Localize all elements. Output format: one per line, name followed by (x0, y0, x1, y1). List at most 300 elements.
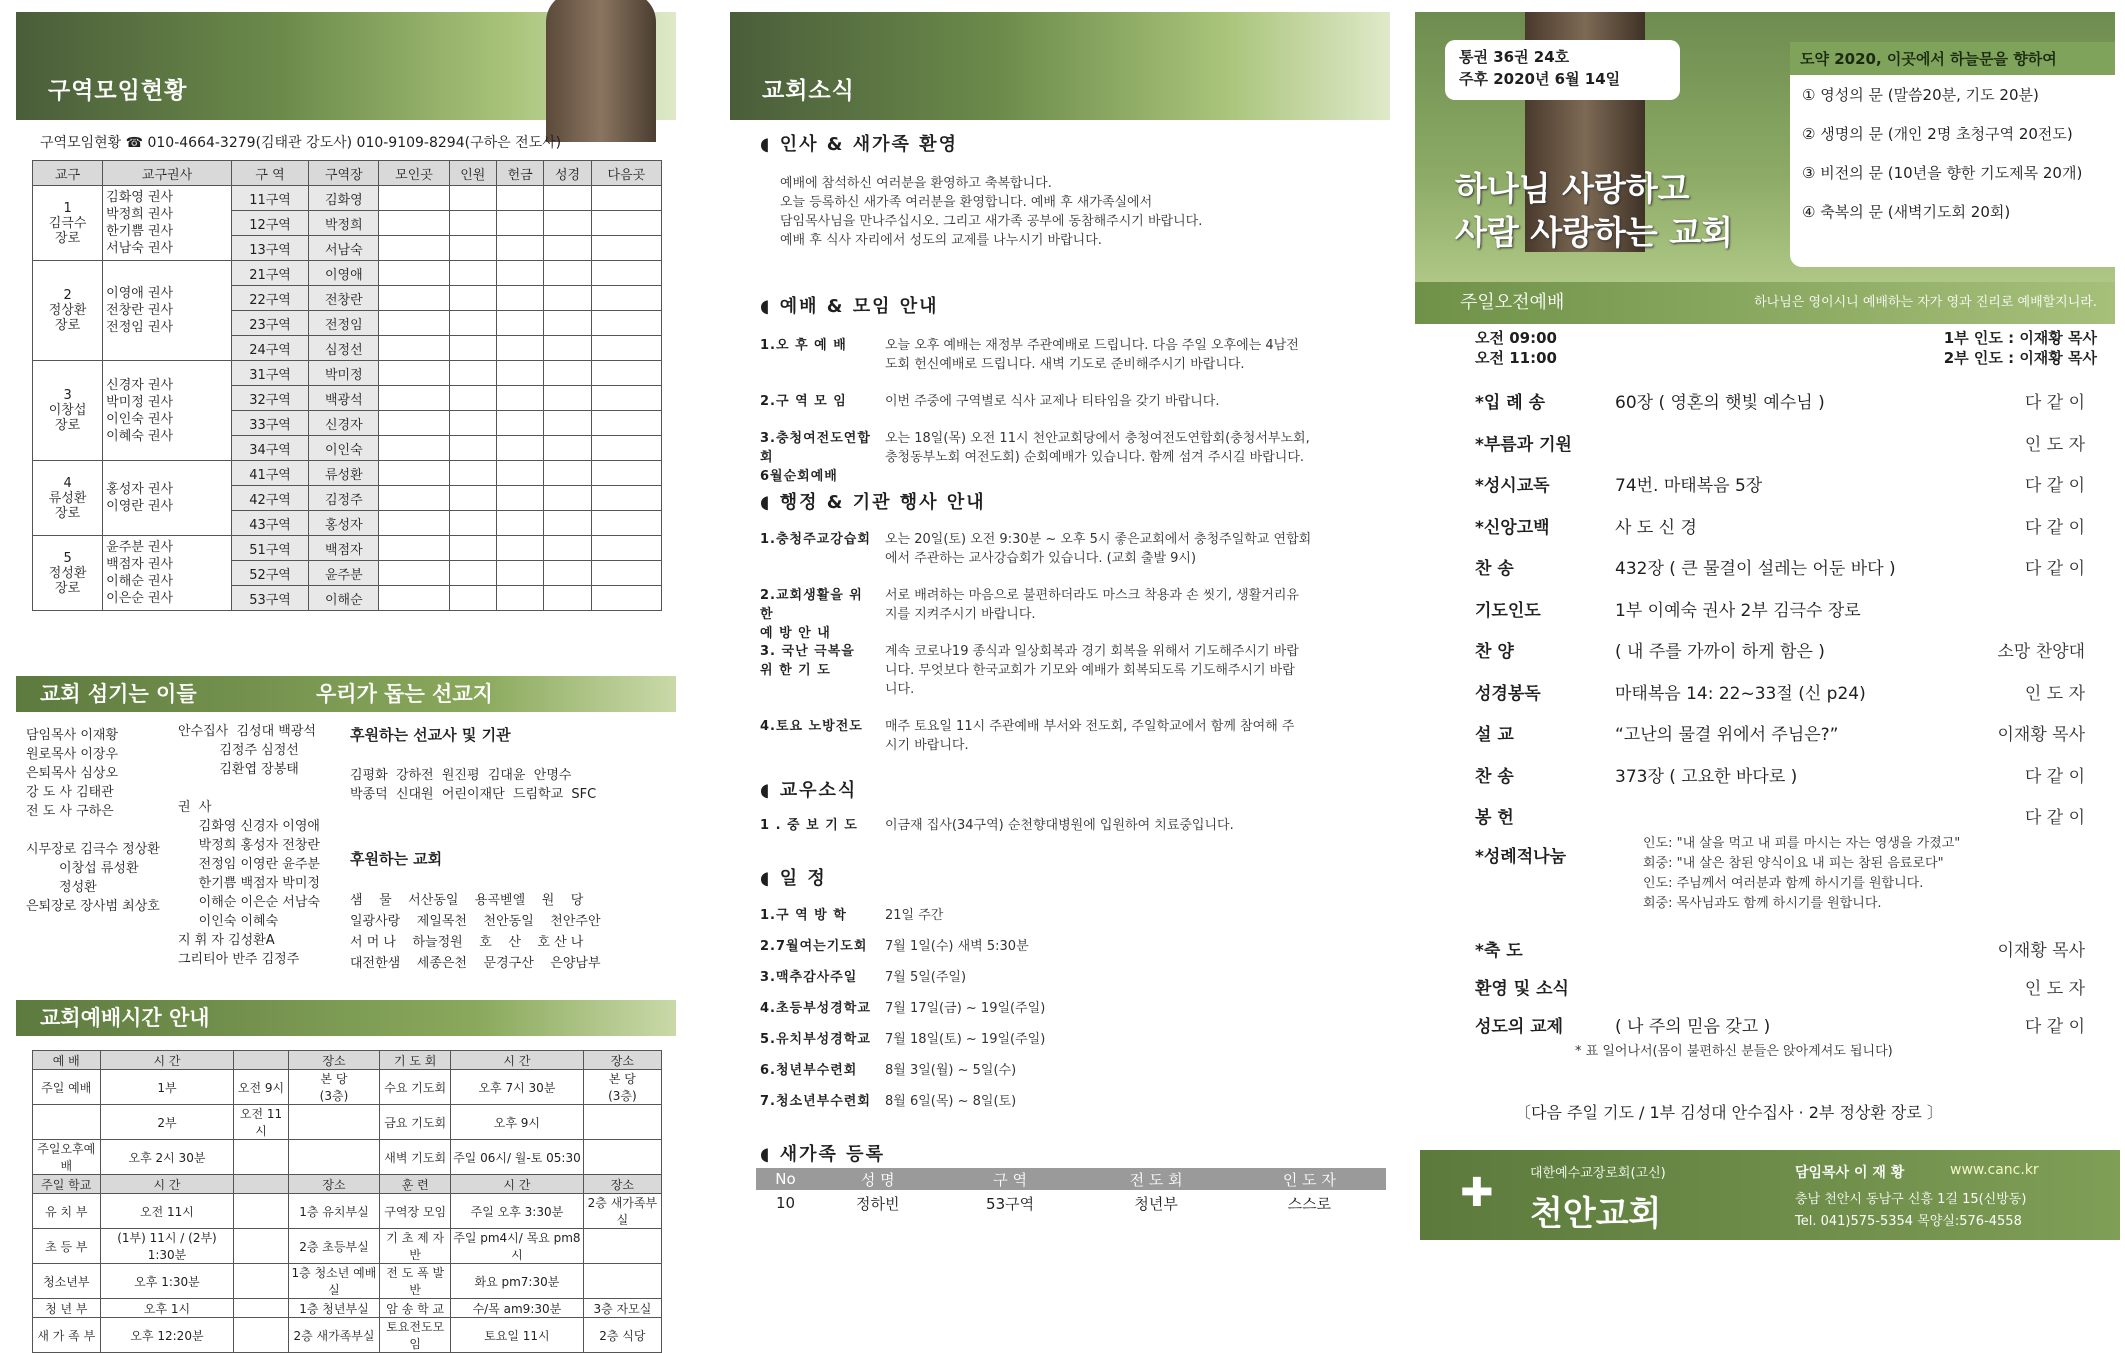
schedule-cell: 오후 1:30분 (100, 1264, 234, 1299)
schedule-cell: 초 등 부 (33, 1229, 101, 1264)
schedule-cell: 2부 (100, 1105, 234, 1140)
news-item-text: 21일 주간 (885, 908, 944, 923)
worship-order-item (1475, 679, 2085, 707)
newcomer-cell: 청년부 (1134, 1194, 1178, 1213)
district-leader: 김화영 (309, 186, 379, 211)
news-item-text: 7월 17일(금) ~ 19일(주일) (885, 1001, 1046, 1016)
blank-cell (379, 361, 449, 386)
parish-leader: 2 정상환 장로 (33, 261, 103, 361)
news-item-text: 오늘 오후 예배는 재정부 주관예배로 드립니다. 다음 주일 오후에는 4남전 도회 헌신예배로 드립니다. 새벽 기도로 준비해주시기 바랍니다. (885, 338, 1299, 372)
news-item-text: 7월 1일(수) 새벽 5:30분 (885, 939, 1029, 954)
service-times (1475, 328, 1557, 368)
blank-cell (496, 236, 543, 261)
news-item-text: 오는 20일(토) 오전 9:30분 ~ 오후 5시 좋은교회에서 충청주일학교 연합회 에서 주관하는 교사강습회가 있습니다. (교회 출발 9시) (885, 532, 1312, 566)
schedule-cell: 오후 12:20분 (100, 1318, 234, 1353)
cross-icon: ✚ (1460, 1170, 1494, 1216)
issue-date: 주후 2020년 6월 14일 (1459, 70, 1621, 88)
slogan-line-2: 사람 사랑하는 교회 (1455, 213, 1734, 252)
website-link[interactable]: www.canc.kr (1950, 1162, 2039, 1178)
cover-photo (1415, 12, 2115, 312)
order-label: 성경봉독 (1475, 683, 1541, 704)
schedule-cell: 장소 (288, 1051, 380, 1070)
schedule-cell (234, 1229, 288, 1264)
blank-cell (591, 461, 661, 486)
worship-order-item (1475, 471, 2085, 499)
district-leader: 홍성자 (309, 511, 379, 536)
district-table (32, 160, 662, 611)
blank-cell (449, 211, 496, 236)
order-label: *부름과 기원 (1475, 434, 1572, 455)
schedule-cell (234, 1264, 288, 1299)
order-label: *성시교독 (1475, 476, 1550, 496)
table-row (756, 1190, 1386, 1216)
blank-cell (449, 511, 496, 536)
news-item-label: 1.구 역 방 학 (760, 908, 847, 923)
newcomer-table (756, 1168, 1386, 1216)
parish-leader: 5 정성환 장로 (33, 536, 103, 611)
newcomer-cell: 스스로 (1287, 1194, 1332, 1213)
news-section-members: ◖ 교우소식 (760, 776, 857, 802)
blank-cell (449, 336, 496, 361)
news-item-label: 4.토요 노방전도 (760, 719, 863, 734)
blank-cell (496, 436, 543, 461)
order-label: 찬 송 (1475, 766, 1514, 787)
blank-cell (496, 586, 543, 611)
schedule-cell (288, 1105, 380, 1140)
blank-cell (449, 236, 496, 261)
blank-cell (379, 561, 449, 586)
schedule-cell: 주일 예배 (33, 1070, 101, 1105)
goal-item: ② 생명의 문 (개인 2명 초청구역 20전도) (1802, 125, 2073, 143)
schedule-cell: 새 가 족 부 (33, 1318, 101, 1353)
schedule-cell: 2층 초등부실 (288, 1229, 380, 1264)
district-contact: 구역모임현황 ☎ 010-4664-3279(김태관 강도사) 010-9109-8294(구하은 전도사) (40, 135, 562, 151)
news-item-label: 1 . 중 보 기 도 (760, 818, 858, 833)
schedule-cell (234, 1175, 288, 1194)
order-content: ( 내 주를 가까이 하게 함은 ) (1615, 642, 1825, 662)
order-leader: 다 같 이 (2024, 808, 2085, 828)
schedule-cell: 유 치 부 (33, 1194, 101, 1229)
newcomer-header-cell: No (756, 1168, 815, 1190)
order-content: 사 도 신 경 (1615, 517, 1697, 538)
district-panel (0, 0, 690, 1351)
schedule-cell: 구역장 모임 (380, 1194, 451, 1229)
worship-order-item (1475, 513, 2085, 541)
schedule-cell (583, 1229, 661, 1264)
blank-cell (496, 311, 543, 336)
order-content: 74번. 마태복음 5장 (1615, 476, 1763, 496)
blank-cell (591, 361, 661, 386)
district-leader: 이해순 (309, 586, 379, 611)
blank-cell (379, 411, 449, 436)
news-item-label: 3. 국난 극복을 위 한 기 도 (760, 644, 855, 678)
order-leader: 다 같 이 (2024, 1017, 2085, 1037)
district-name: 21구역 (231, 261, 308, 286)
blank-cell (379, 211, 449, 236)
schedule-cell (288, 1140, 380, 1175)
service-leader-2: 2부 인도 : 이재황 목사 (1943, 349, 2097, 367)
schedule-cell: 훈 련 (380, 1175, 451, 1194)
parish-leader: 4 류성환 장로 (33, 461, 103, 536)
newcomer-cell: 53구역 (986, 1194, 1035, 1213)
news-item-label: 1.충청주교강습회 (760, 532, 871, 547)
schedule-cell: 2층 새가족부실 (583, 1194, 661, 1229)
district-name: 22구역 (231, 286, 308, 311)
blank-cell (496, 211, 543, 236)
blank-cell (591, 186, 661, 211)
news-item-label: 5.유치부성경학교 (760, 1032, 871, 1047)
schedule-cell: 암 송 학 교 (380, 1299, 451, 1318)
schedule-cell: 1층 청소년 예배실 (288, 1264, 380, 1299)
schedule-cell: 장소 (583, 1051, 661, 1070)
schedule-cell: 토요일 11시 (451, 1318, 584, 1353)
news-section-admin: ◖ 행정 & 기관 행사 안내 (760, 488, 986, 514)
blank-cell (379, 286, 449, 311)
schedule-cell: 장소 (583, 1175, 661, 1194)
news-item-text: 오는 18일(목) 오전 11시 천안교회당에서 충청여전도연합회(충청서부노회, 충청동부노회 여전도회) 순회예배가 있습니다. 함께 섬겨 주시길 바랍니다. (885, 431, 1310, 465)
blank-cell (544, 486, 591, 511)
worship-order-item (1475, 1012, 2085, 1040)
blank-cell (379, 186, 449, 211)
schedule-cell: 오전 11시 (234, 1105, 288, 1140)
blank-cell (591, 386, 661, 411)
worship-title: 주일오전예배 (1460, 292, 1565, 313)
blank-cell (544, 586, 591, 611)
schedule-cell (234, 1051, 288, 1070)
district-leader: 심정선 (309, 336, 379, 361)
blank-cell (496, 511, 543, 536)
blank-cell (544, 461, 591, 486)
schedule-cell (234, 1299, 288, 1318)
order-leader: 인 도 자 (2024, 979, 2085, 999)
volume: 통권 36권 24호 (1459, 48, 1570, 66)
schedule-cell: 시 간 (100, 1051, 234, 1070)
order-label: 설 교 (1475, 725, 1514, 745)
blank-cell (449, 186, 496, 211)
table-row (33, 1299, 662, 1318)
order-leader: 이재황 목사 (1997, 941, 2085, 961)
order-label: 기도인도 (1475, 600, 1541, 621)
blank-cell (379, 386, 449, 411)
district-name: 51구역 (231, 536, 308, 561)
blank-cell (591, 436, 661, 461)
schedule-cell: 토요전도모임 (380, 1318, 451, 1353)
schedule-cell: 오전 9시 (234, 1070, 288, 1105)
blank-cell (591, 311, 661, 336)
newcomer-header-cell: 구 역 (941, 1168, 1080, 1190)
district-leader: 이인숙 (309, 436, 379, 461)
news-item-text: 서로 배려하는 마음으로 불편하더라도 마스크 착용과 손 씻기, 생활거리유 지를 지켜주시기 바랍니다. (885, 588, 1299, 622)
newcomer-header-cell: 성 명 (815, 1168, 941, 1190)
service-time-2: 오전 11:00 (1475, 349, 1557, 367)
news-item-text: 7월 5일(주일) (885, 970, 967, 985)
blank-cell (544, 536, 591, 561)
schedule-cell: 예 배 (33, 1051, 101, 1070)
order-content: 60장 ( 영혼의 햇빛 예수님 ) (1615, 393, 1825, 413)
order-content: 373장 ( 고요한 바다로 ) (1615, 766, 1798, 787)
slogan-line-1: 하나님 사랑하고 (1455, 169, 1690, 208)
order-leader: 인 도 자 (2024, 434, 2085, 455)
schedule-cell: 전 도 폭 발 반 (380, 1264, 451, 1299)
table-row (33, 186, 662, 211)
blank-cell (591, 261, 661, 286)
parish-members: 윤주분 권사 백점자 권사 이해순 권사 이은순 권사 (103, 536, 232, 611)
schedule-cell: 2층 새가족부실 (288, 1318, 380, 1353)
blank-cell (379, 436, 449, 461)
schedule-bar (16, 1000, 676, 1036)
schedule-cell: 수/목 am9:30분 (451, 1299, 584, 1318)
schedule-cell: 주일오후예배 (33, 1140, 101, 1175)
blank-cell (591, 236, 661, 261)
goal-box (1790, 42, 2115, 267)
blank-cell (449, 436, 496, 461)
schedule-cell: 3층 자모실 (583, 1299, 661, 1318)
blank-cell (591, 586, 661, 611)
standing-note: * 표 일어나서(몸이 불편하신 분들은 앉아계셔도 됩니다) (1575, 1044, 1893, 1059)
staff-mid: 안수집사 김성대 백광석 김정주 심정선 김환엽 장봉태 권 사 김화영 신경자 이영애 박정희 홍성자 전창란 전정임 이영란 윤주분 한기쁨 백점자 박미정 이해순 이은순 서남숙 이인숙 이혜숙 지 휘 자 김성환A 그리티아 반주 김정주 (178, 724, 320, 967)
order-label: 봉 헌 (1475, 808, 1514, 828)
order-label: *입 례 송 (1475, 393, 1545, 413)
schedule-cell (33, 1105, 101, 1140)
district-header-cell: 교구권사 (103, 161, 232, 186)
district-header-cell: 다음곳 (591, 161, 661, 186)
district-banner (16, 12, 676, 120)
schedule-cell: 1층 청년부실 (288, 1299, 380, 1318)
worship-order-item (1475, 430, 2085, 458)
goal-title: 도약 2020, 이곳에서 하늘문을 향하여 (1790, 42, 2115, 75)
district-name: 34구역 (231, 436, 308, 461)
table-row (33, 461, 662, 486)
news-item-text: 8월 6일(목) ~ 8일(토) (885, 1094, 1017, 1109)
schedule-cell (234, 1318, 288, 1353)
blank-cell (449, 536, 496, 561)
blank-cell (544, 436, 591, 461)
telephone: Tel. 041)575-5354 목양실:576-4558 (1795, 1214, 2022, 1229)
parish-members: 이영애 권사 전창란 권사 전정임 권사 (103, 261, 232, 361)
schedule-cell: 오후 2시 30분 (100, 1140, 234, 1175)
schedule-cell: 1부 (100, 1070, 234, 1105)
district-name: 42구역 (231, 486, 308, 511)
district-name: 53구역 (231, 586, 308, 611)
table-row (33, 361, 662, 386)
schedule-cell: 오전 11시 (100, 1194, 234, 1229)
blank-cell (544, 286, 591, 311)
blank-cell (379, 461, 449, 486)
schedule-cell: 오후 9시 (451, 1105, 584, 1140)
blank-cell (544, 261, 591, 286)
district-header-cell: 모인곳 (379, 161, 449, 186)
blank-cell (496, 336, 543, 361)
parish-members: 홍성자 권사 이영란 권사 (103, 461, 232, 536)
blank-cell (379, 236, 449, 261)
order-leader: 다 같 이 (2024, 393, 2085, 413)
schedule-title: 교회예배시간 안내 (40, 1006, 210, 1030)
goal-item: ③ 비전의 문 (10년을 향한 기도제목 20개) (1802, 164, 2083, 182)
schedule-cell: (1부) 11시 / (2부) 1:30분 (100, 1229, 234, 1264)
volume-box (1445, 40, 1680, 100)
blank-cell (496, 411, 543, 436)
district-leader: 류성환 (309, 461, 379, 486)
blank-cell (449, 486, 496, 511)
district-header-cell: 구역장 (309, 161, 379, 186)
district-title: 구역모임현황 (48, 78, 188, 104)
worship-order-item (1475, 637, 2085, 665)
schedule-cell: 주일 06시/ 월-토 05:30 (451, 1140, 584, 1175)
parish-leader: 1 김극수 장로 (33, 186, 103, 261)
goal-item: ① 영성의 문 (말씀20분, 기도 20분) (1802, 86, 2039, 104)
schedule-cell (234, 1140, 288, 1175)
slogan (1455, 167, 1733, 255)
church-name: 천안교회 (1530, 1194, 1662, 1234)
schedule-cell: 2층 식당 (583, 1318, 661, 1353)
address: 충남 천안시 동남구 신흥 1길 15(신방동) (1795, 1192, 2027, 1207)
worship-verse: 하나님은 영이시니 예배하는 자가 영과 진리로 예배할지니라. (1754, 295, 2097, 310)
district-header-cell: 헌금 (496, 161, 543, 186)
schedule-cell: 주일 학교 (33, 1175, 101, 1194)
mission-title: 우리가 돕는 선교지 (316, 682, 493, 706)
worship-strip (1415, 282, 2115, 324)
news-item-label: 3.충청여전도연합회 6월순회예배 (760, 431, 871, 484)
news-item-label: 2.교회생활을 위한 예 방 안 내 (760, 588, 863, 641)
news-item-label: 2.7월여는기도회 (760, 939, 868, 954)
table-row (33, 1175, 662, 1194)
servants-bar (16, 676, 676, 712)
schedule-cell: 기 초 제 자 반 (380, 1229, 451, 1264)
blank-cell (379, 311, 449, 336)
blank-cell (379, 486, 449, 511)
news-item-text: 이금재 집사(34구역) 순천향대병원에 입원하여 치료중입니다. (885, 818, 1234, 833)
news-item-text: 7월 18일(토) ~ 19일(주일) (885, 1032, 1046, 1047)
district-header-cell: 성경 (544, 161, 591, 186)
news-section-welcome: ◖ 인사 & 새가족 환영 (760, 130, 958, 156)
order-leader: 다 같 이 (2024, 476, 2085, 496)
blank-cell (544, 236, 591, 261)
district-name: 12구역 (231, 211, 308, 236)
news-banner (730, 12, 1390, 120)
news-item-label: 2.구 역 모 임 (760, 394, 847, 409)
table-row (33, 1051, 662, 1070)
blank-cell (496, 361, 543, 386)
news-item-label: 6.청년부수련회 (760, 1063, 858, 1078)
schedule-cell (583, 1140, 661, 1175)
district-name: 33구역 (231, 411, 308, 436)
schedule-cell: 새벽 기도회 (380, 1140, 451, 1175)
table-row (33, 1229, 662, 1264)
supported-churches: 샘 물 서산동일 용곡벧엘 원 당 일광사랑 제일목천 천안동일 천안주안 서 머 나 하늘정원 호 산 호 산 나 대전한샘 세종은천 문경구산 은양남부 (350, 893, 601, 971)
blank-cell (496, 461, 543, 486)
schedule-cell: 기 도 회 (380, 1051, 451, 1070)
church-head: 후원하는 교회 (350, 850, 443, 868)
schedule-cell: 시 간 (451, 1175, 584, 1194)
missionaries: 김평화 강하전 원진평 김대윤 안명수 박종덕 신대원 어린이재단 드림학교 SFC (350, 768, 597, 802)
denomination: 대한예수교장로회(고신) (1530, 1166, 1666, 1181)
district-header-cell: 교구 (33, 161, 103, 186)
table-row (33, 1194, 662, 1229)
worship-order-item (1475, 803, 2085, 831)
servants-title: 교회 섬기는 이들 (40, 682, 197, 706)
order-content: 1부 이예숙 권사 2부 김극수 장로 (1615, 600, 1861, 621)
schedule-cell: 오후 1시 (100, 1299, 234, 1318)
worship-order-item (1475, 388, 2085, 416)
table-row (33, 1318, 662, 1353)
order-leader: 다 같 이 (2024, 559, 2085, 579)
schedule-cell: 주일 pm4시/ 목요 pm8시 (451, 1229, 584, 1264)
order-leader: 인 도 자 (2024, 683, 2085, 704)
district-name: 52구역 (231, 561, 308, 586)
mission-head: 후원하는 선교사 및 기관 (350, 726, 511, 744)
blank-cell (544, 561, 591, 586)
newcomer-header-cell: 전 도 회 (1080, 1168, 1233, 1190)
schedule-cell: 청 년 부 (33, 1299, 101, 1318)
district-leader: 백광석 (309, 386, 379, 411)
blank-cell (591, 511, 661, 536)
worship-order-item (1475, 554, 2085, 582)
district-name: 23구역 (231, 311, 308, 336)
news-section-worship: ◖ 예배 & 모임 안내 (760, 292, 939, 318)
blank-cell (449, 411, 496, 436)
district-name: 32구역 (231, 386, 308, 411)
order-label: 찬 양 (1475, 642, 1514, 662)
blank-cell (544, 386, 591, 411)
order-label: 성도의 교제 (1475, 1017, 1564, 1037)
blank-cell (449, 561, 496, 586)
table-row (33, 536, 662, 561)
schedule-cell: 시 간 (100, 1175, 234, 1194)
order-content: ( 나 주의 믿음 갖고 ) (1615, 1017, 1771, 1037)
blank-cell (496, 186, 543, 211)
next-prayer: 〔다음 주일 기도 / 1부 김성대 안수집사 · 2부 정상환 장로 〕 (1515, 1103, 1943, 1122)
schedule-cell: 금요 기도회 (380, 1105, 451, 1140)
schedule-cell: 본 당 (3층) (288, 1070, 380, 1105)
order-leader: 다 같 이 (2024, 766, 2085, 787)
district-name: 31구역 (231, 361, 308, 386)
blank-cell (379, 586, 449, 611)
district-leader: 서남숙 (309, 236, 379, 261)
schedule-cell: 장소 (288, 1175, 380, 1194)
blank-cell (544, 311, 591, 336)
blank-cell (496, 486, 543, 511)
blank-cell (379, 261, 449, 286)
parish-members: 신경자 권사 박미정 권사 이인숙 권사 이혜숙 권사 (103, 361, 232, 461)
blank-cell (449, 461, 496, 486)
order-label: *신앙고백 (1475, 517, 1550, 538)
worship-order-item (1475, 936, 2085, 964)
news-item-text: 이번 주중에 구역별로 식사 교제나 티타임을 갖기 바랍니다. (885, 394, 1220, 409)
district-leader: 박정희 (309, 211, 379, 236)
blank-cell (544, 211, 591, 236)
blank-cell (544, 361, 591, 386)
district-leader: 박미정 (309, 361, 379, 386)
newcomer-cell: 정하빈 (856, 1194, 900, 1213)
table-row (33, 1105, 662, 1140)
sacrament-text: 인도: "내 살을 먹고 내 피를 마시는 자는 영생을 가졌고" 회중: "내 살은 참된 양식이요 내 피는 참된 음료로다" 인도: 주님께서 여러분과 함께 하시기를 원합니다. 회중: 목사님과도 함께 하시기를 원합니다. (1643, 836, 1961, 911)
blank-cell (591, 561, 661, 586)
news-item-label: 1.오 후 예 배 (760, 338, 847, 353)
schedule-cell (583, 1264, 661, 1299)
district-leader: 김정주 (309, 486, 379, 511)
district-leader: 전창란 (309, 286, 379, 311)
district-header-cell: 인원 (449, 161, 496, 186)
service-leaders (1944, 328, 2097, 368)
blank-cell (591, 411, 661, 436)
district-name: 13구역 (231, 236, 308, 261)
schedule-cell: 청소년부 (33, 1264, 101, 1299)
news-item-label: 3.맥추감사주일 (760, 970, 858, 985)
blank-cell (544, 511, 591, 536)
staff-left: 담임목사 이재황 원로목사 이장우 은퇴목사 심상오 강 도 사 김태관 전 도 사 구하은 시무장로 김극수 정상환 이창섭 류성환 정성환 은퇴장로 장사범 최상호 (26, 728, 160, 914)
newcomer-cell: 10 (775, 1194, 796, 1212)
church-footer (1420, 1150, 2120, 1240)
